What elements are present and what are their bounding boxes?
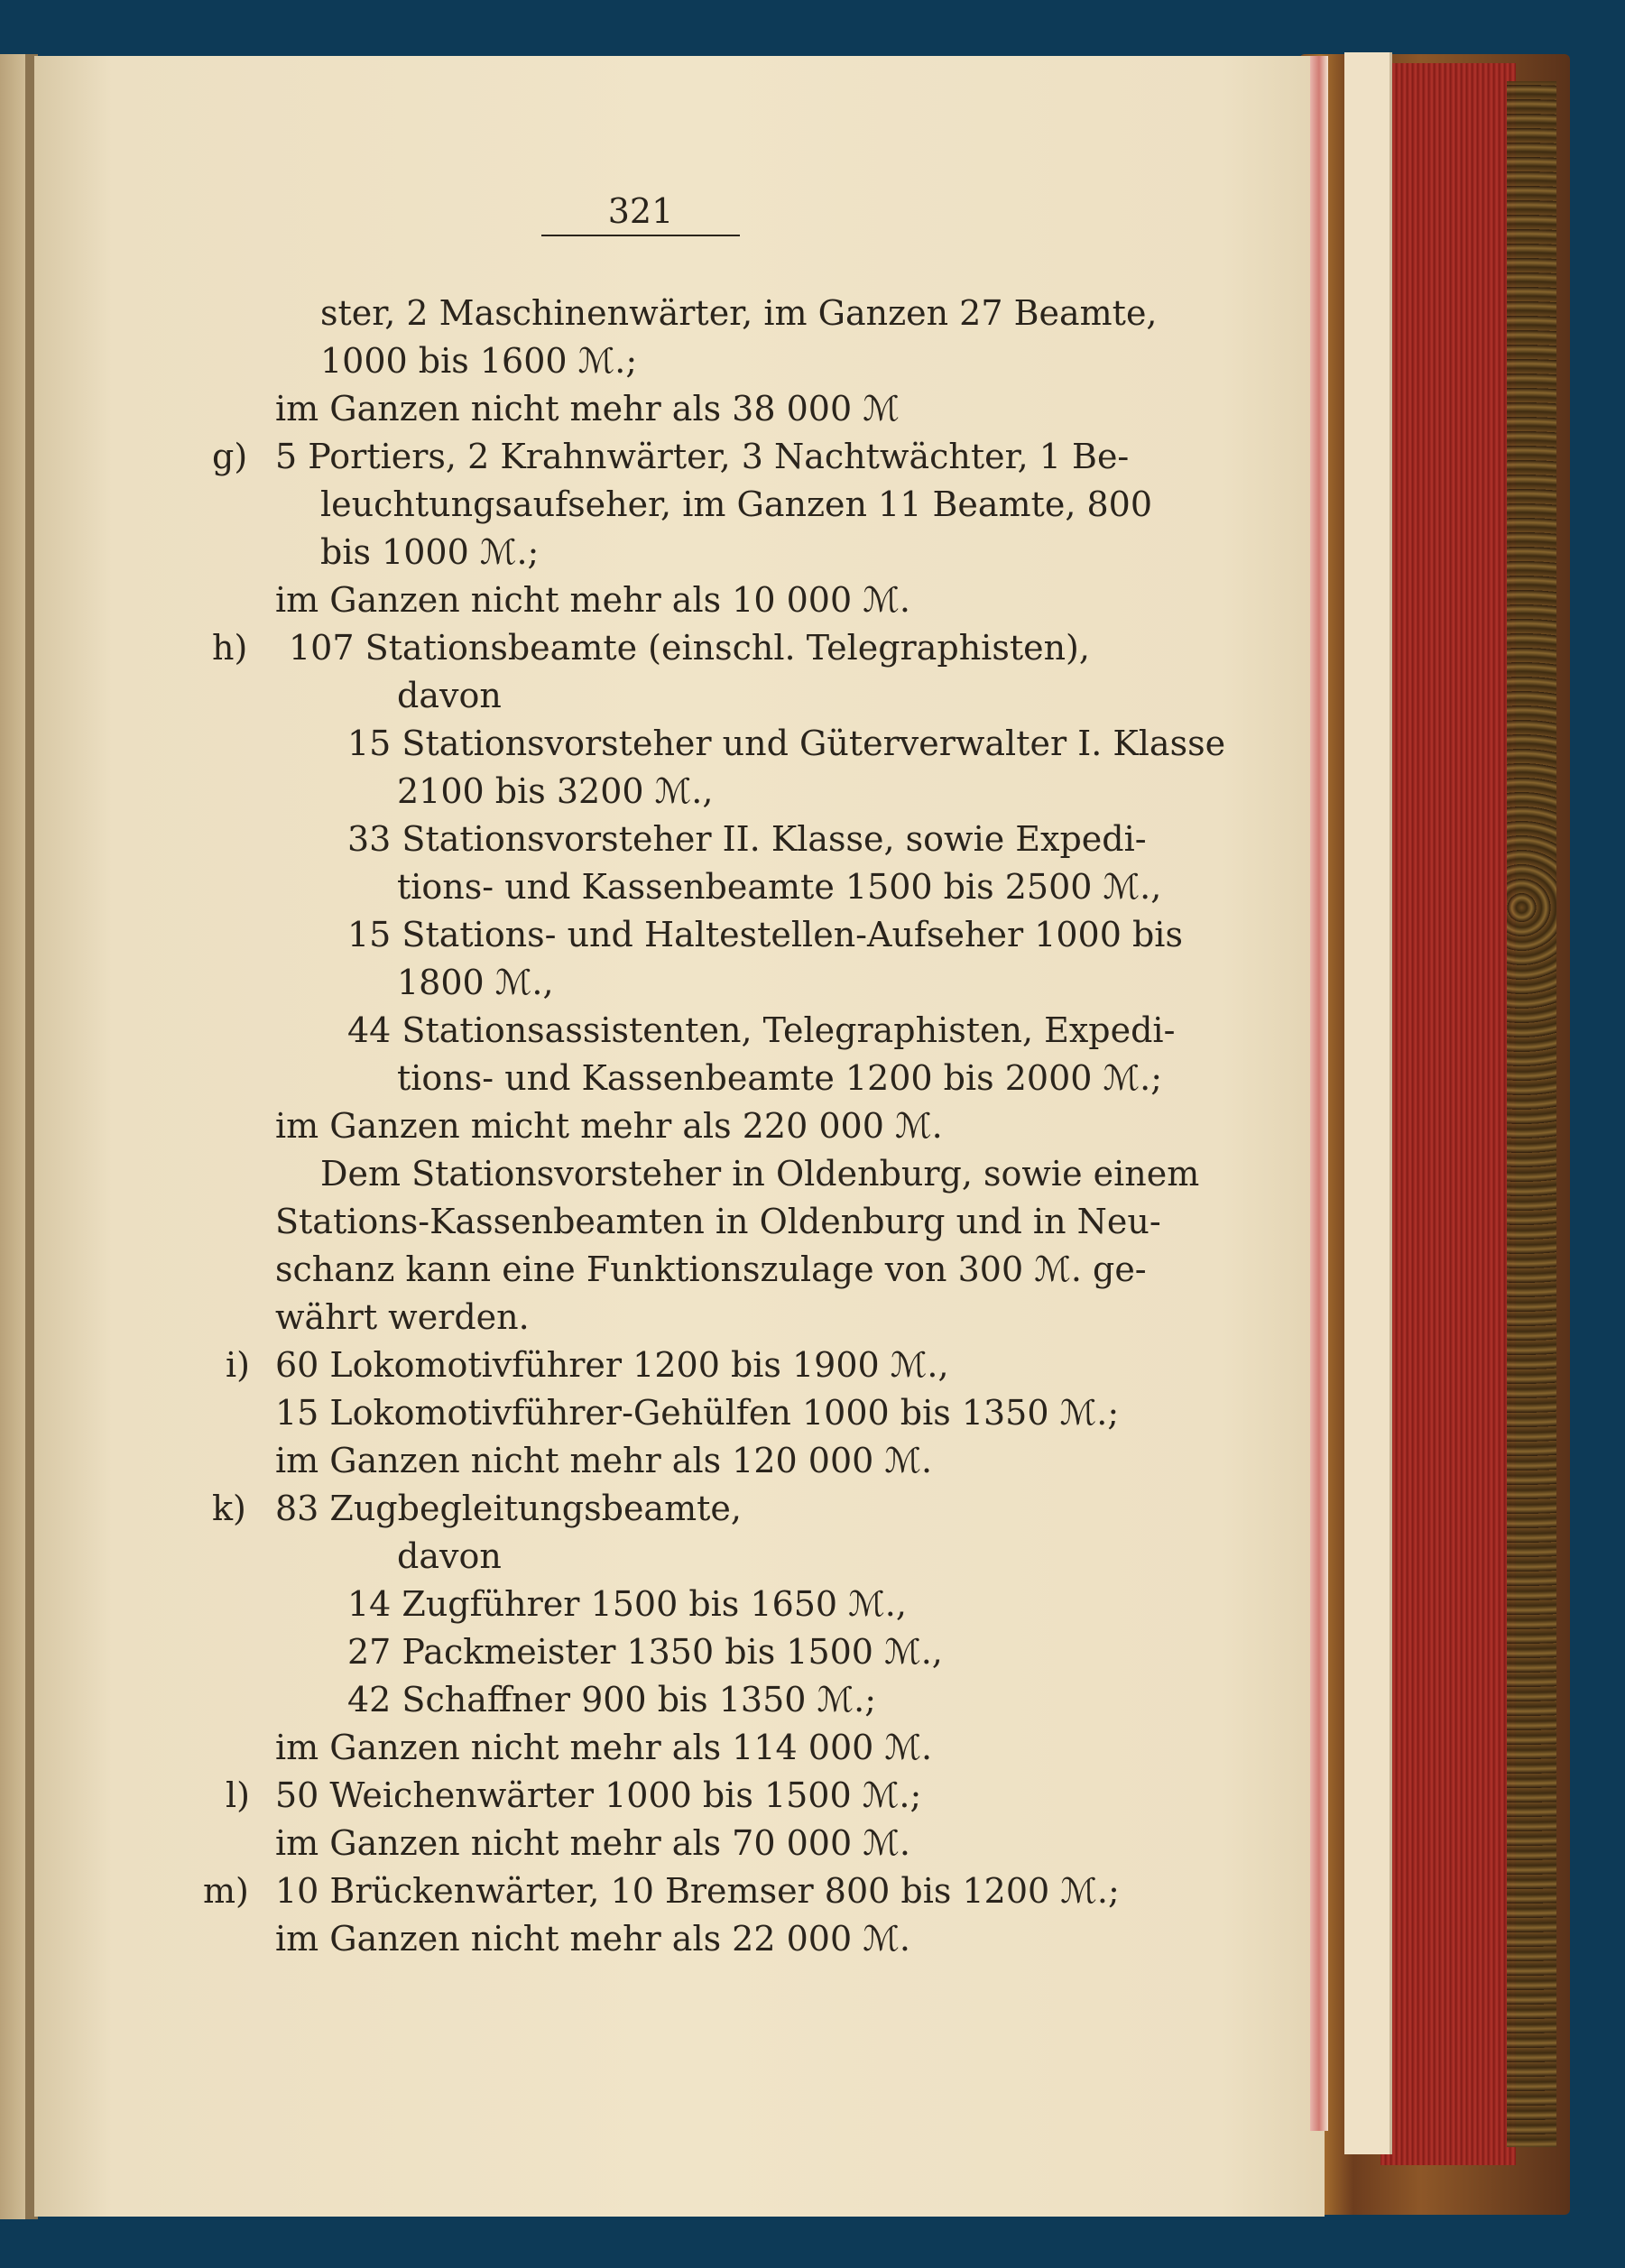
- text-line: im Ganzen micht mehr als 220 000 ℳ.: [275, 1106, 943, 1146]
- item-label: k): [212, 1489, 246, 1528]
- text-line: 1000 bis 1600 ℳ.;: [320, 341, 638, 381]
- text-line: im Ganzen nicht mehr als 120 000 ℳ.: [275, 1441, 933, 1480]
- text-line: 2100 bis 3200 ℳ.,: [397, 771, 714, 811]
- text-line: 15 Lokomotivführer-Gehülfen 1000 bis 1350 ℳ.;: [275, 1393, 1120, 1433]
- page-number: 321: [541, 191, 740, 236]
- text-line: tions- und Kassenbeamte 1500 bis 2500 ℳ.,: [397, 867, 1162, 907]
- text-line: im Ganzen nicht mehr als 22 000 ℳ.: [275, 1919, 910, 1959]
- text-line: 1800 ℳ.,: [397, 963, 554, 1002]
- item-label: g): [212, 437, 248, 476]
- text-line: 107 Stationsbeamte (einschl. Telegraphisten),: [289, 628, 1090, 668]
- text-line: 44 Stationsassistenten, Telegraphisten, Expedi-: [347, 1010, 1176, 1050]
- text-line: davon: [397, 1536, 502, 1576]
- text-line: bis 1000 ℳ.;: [320, 532, 540, 572]
- red-page-edges: [1380, 63, 1516, 2165]
- text-line: währt werden.: [275, 1297, 530, 1337]
- text-line: 27 Packmeister 1350 bis 1500 ℳ.,: [347, 1632, 943, 1672]
- page-fore-edge: [1310, 56, 1328, 2131]
- marbled-edge: [1507, 81, 1556, 2147]
- item-label: m): [203, 1871, 249, 1911]
- text-line: tions- und Kassenbeamte 1200 bis 2000 ℳ.;: [397, 1058, 1163, 1098]
- text-line: Stations-Kassenbeamten in Oldenburg und in Neu-: [275, 1202, 1161, 1241]
- text-line: 60 Lokomotivführer 1200 bis 1900 ℳ.,: [275, 1345, 949, 1385]
- item-label: h): [212, 628, 248, 668]
- item-label: l): [226, 1775, 250, 1815]
- text-line: Dem Stationsvorsteher in Oldenburg, sowie einem: [320, 1154, 1200, 1194]
- text-line: schanz kann eine Funktionszulage von 300 ℳ. ge-: [275, 1249, 1147, 1289]
- text-line: davon: [397, 676, 502, 715]
- text-line: 14 Zugführer 1500 bis 1650 ℳ.,: [347, 1584, 907, 1624]
- text-line: 15 Stationsvorsteher und Güterverwalter I. Klasse: [347, 724, 1226, 763]
- item-label: i): [226, 1345, 250, 1385]
- page-stack: [1344, 52, 1392, 2154]
- text-line: im Ganzen nicht mehr als 38 000 ℳ: [275, 389, 900, 429]
- text-line: 10 Brückenwärter, 10 Bremser 800 bis 1200 ℳ.;: [275, 1871, 1120, 1911]
- text-line: 33 Stationsvorsteher II. Klasse, sowie Expedi-: [347, 819, 1147, 859]
- text-line: leuchtungsaufseher, im Ganzen 11 Beamte, 800: [320, 484, 1153, 524]
- text-line: 83 Zugbegleitungsbeamte,: [275, 1489, 742, 1528]
- text-line: im Ganzen nicht mehr als 114 000 ℳ.: [275, 1728, 933, 1767]
- text-line: ster, 2 Maschinenwärter, im Ganzen 27 Beamte,: [320, 293, 1158, 333]
- text-line: im Ganzen nicht mehr als 70 000 ℳ.: [275, 1823, 910, 1863]
- text-line: 5 Portiers, 2 Krahnwärter, 3 Nachtwächter, 1 Be-: [275, 437, 1130, 476]
- text-line: im Ganzen nicht mehr als 10 000 ℳ.: [275, 580, 910, 620]
- text-line: 50 Weichenwärter 1000 bis 1500 ℳ.;: [275, 1775, 922, 1815]
- text-line: 42 Schaffner 900 bis 1350 ℳ.;: [347, 1680, 877, 1719]
- text-line: 15 Stations- und Haltestellen-Aufseher 1000 bis: [347, 915, 1183, 954]
